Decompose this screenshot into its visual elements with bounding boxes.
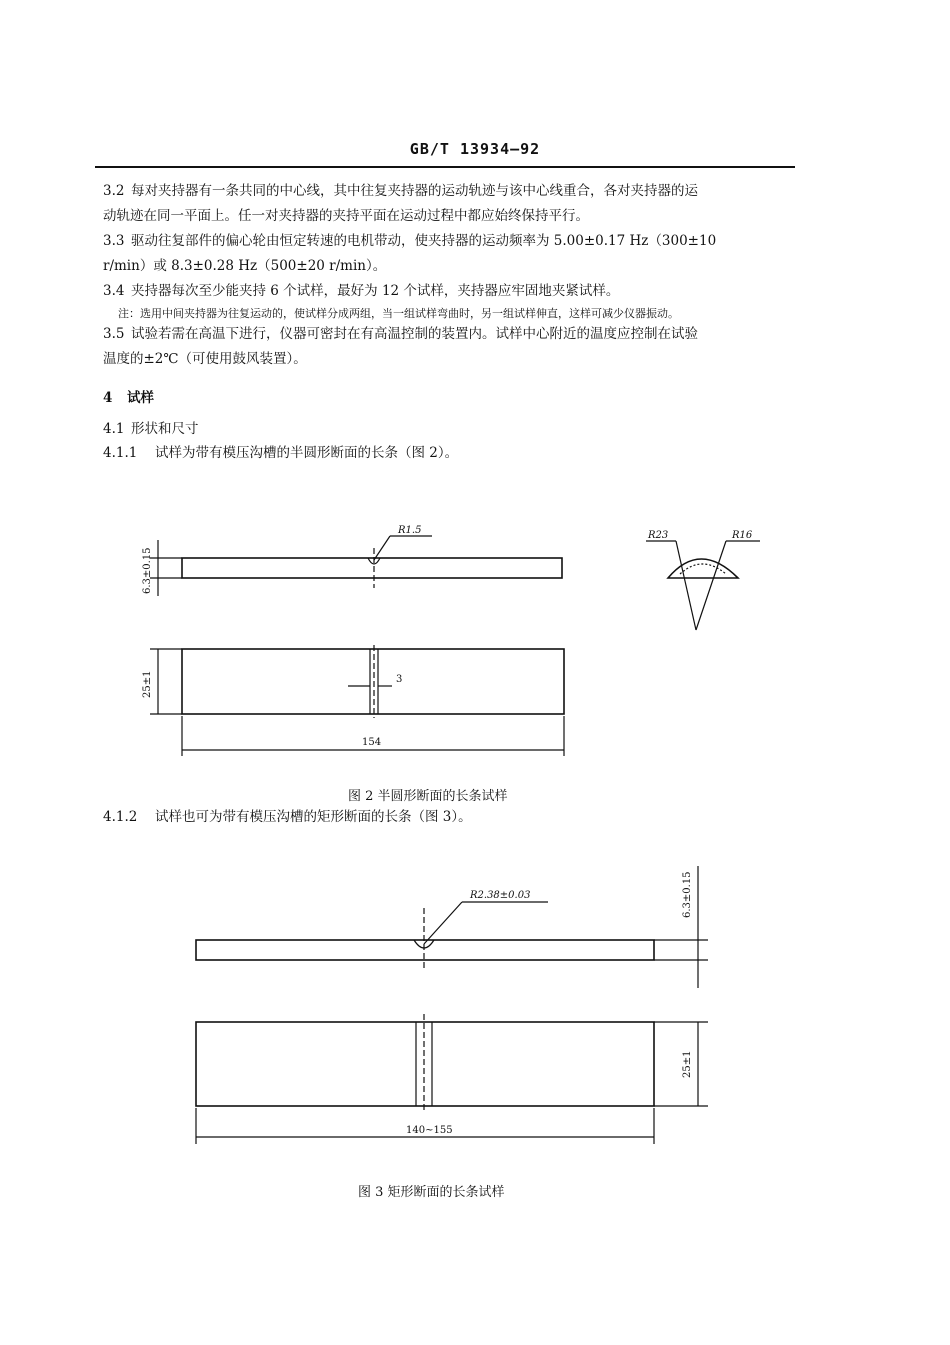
paragraph-3-3 (103, 232, 793, 250)
paragraph-text: 动轨迹在同一平面上。任一对夹持器的夹持平面在运动过程中都应始终保持平行。 (103, 208, 589, 224)
fig2-length-label: 154 (362, 737, 382, 748)
fig2-width-label: 25±1 (142, 670, 153, 698)
paragraph-3-4 (103, 282, 793, 300)
header-rule (95, 166, 795, 168)
clause-title: 形状和尺寸 (131, 421, 199, 437)
section-number: 4 (103, 390, 113, 406)
clause-text: 试样为带有模压沟槽的半圆形断面的长条（图 2）。 (155, 445, 459, 461)
section-title: 试样 (127, 390, 154, 406)
note-text: 注：选用中间夹持器为往复运动的，使试样分成两组，当一组试样弯曲时，另一组试样伸直，这样可减少仪器振动。 (118, 307, 679, 320)
figure-2-drawing (0, 510, 950, 780)
figure-3-caption: 图 3 矩形断面的长条试样 (358, 1185, 505, 1200)
paragraph-3-5-cont (103, 350, 793, 368)
fig3-length-label: 140~155 (406, 1125, 453, 1136)
clause-number: 3.5 (103, 326, 125, 342)
paragraph-text: r/min）或 8.3±0.28 Hz（500±20 r/min）。 (103, 258, 387, 274)
paragraph-text: 每对夹持器有一条共同的中心线，其中往复夹持器的运动轨迹与该中心线重合，各对夹持器的运 (131, 183, 698, 199)
fig2-small-radius-label: R16 (732, 530, 753, 541)
clause-4-1 (103, 420, 793, 438)
paragraph-text: 试验若需在高温下进行，仪器可密封在有高温控制的装置内。试样中心附近的温度应控制在试验 (131, 326, 698, 342)
fig2-side-view-strip (182, 558, 562, 578)
clause-number: 4.1.2 (103, 809, 138, 825)
paragraph-text: 驱动往复部件的偏心轮由恒定转速的电机带动，使夹持器的运动频率为 5.00±0.17 Hz（300±10 (131, 233, 717, 249)
fig2-groove-radius-label: R1.5 (398, 525, 422, 536)
clause-4-1-2 (103, 808, 793, 826)
paragraph-3-5 (103, 325, 793, 343)
fig3-width-label: 25±1 (682, 1050, 693, 1078)
fig2-cross-section (668, 559, 738, 578)
page-header: GB/T 13934—92 (409, 140, 541, 158)
paragraph-text: 温度的±2℃（可使用鼓风装置）。 (103, 351, 307, 367)
fig3-top-view-strip (196, 1022, 654, 1106)
paragraph-3-2 (103, 182, 793, 200)
figure-2-caption: 图 2 半圆形断面的长条试样 (348, 789, 508, 804)
fig2-large-radius-label: R23 (648, 530, 669, 541)
paragraph-3-3-cont (103, 257, 793, 275)
clause-number: 4.1.1 (103, 445, 138, 461)
fig2-top-view-strip (182, 649, 564, 714)
clause-text: 试样也可为带有模压沟槽的矩形断面的长条（图 3）。 (155, 809, 472, 825)
clause-number: 3.2 (103, 183, 125, 199)
fig3-thickness-label: 6.3±0.15 (682, 871, 693, 918)
clause-number: 3.4 (103, 283, 125, 299)
paragraph-text: 夹持器每次至少能夹持 6 个试样，最好为 12 个试样，夹持器应牢固地夹紧试样。 (131, 283, 620, 299)
clause-number: 3.3 (103, 233, 125, 249)
section-4-heading (103, 386, 154, 406)
fig2-thickness-label: 6.3±0.15 (142, 547, 153, 594)
fig3-groove-radius-label: R2.38±0.03 (470, 890, 531, 901)
figure-3-drawing (0, 850, 950, 1150)
paragraph-3-2-cont (103, 207, 793, 225)
clause-number: 4.1 (103, 421, 125, 437)
clause-4-1-1 (103, 444, 793, 462)
fig2-groove-width-label: 3 (396, 674, 403, 685)
